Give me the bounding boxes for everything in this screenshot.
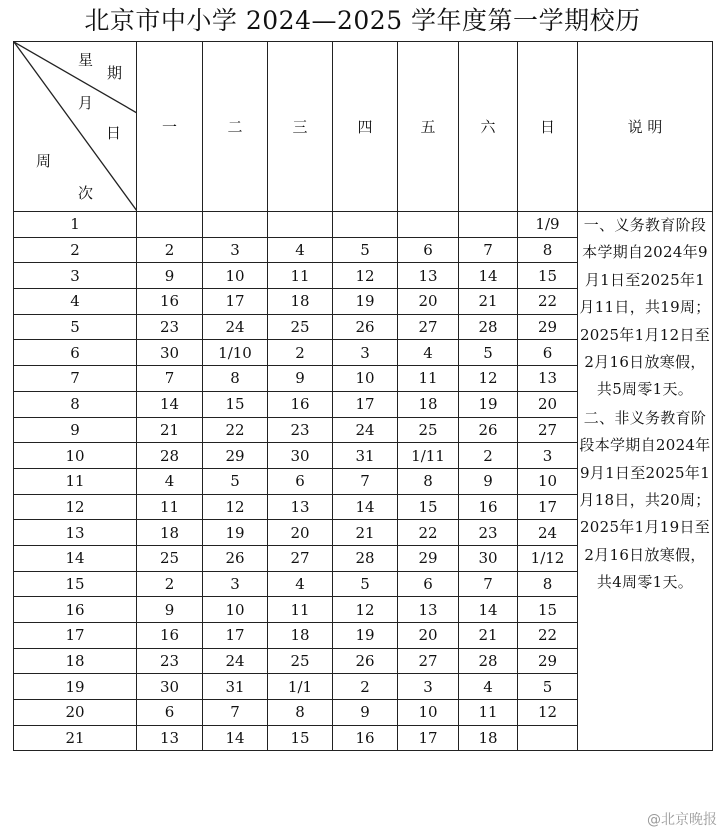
date-cell-sat: 30	[459, 545, 518, 571]
date-cell-fri: 13	[398, 263, 459, 289]
date-cell-sun: 29	[518, 648, 578, 674]
date-cell-mon: 2	[137, 571, 203, 597]
date-cell-sun: 29	[518, 314, 578, 340]
notes-header: 说 明	[578, 42, 713, 212]
date-cell-tue: 3	[203, 571, 268, 597]
weekday-header-mon: 一	[137, 42, 203, 212]
note-paragraph: 一、义务教育阶段本学期自2024年9月1日至2025年1月11日，共19周；2025年1月12日至2月16日放寒假，共5周零1天。	[579, 216, 711, 399]
date-cell-sat	[459, 212, 518, 238]
date-cell-fri: 8	[398, 468, 459, 494]
date-cell-wed: 15	[268, 725, 333, 751]
date-cell-wed: 30	[268, 443, 333, 469]
date-cell-mon: 28	[137, 443, 203, 469]
date-cell-sat: 21	[459, 289, 518, 315]
date-cell-sun: 5	[518, 674, 578, 700]
calendar-body	[14, 212, 713, 751]
date-cell-tue: 29	[203, 443, 268, 469]
date-cell-sat: 12	[459, 366, 518, 392]
corner-header-cell	[14, 42, 137, 212]
week-number-cell: 5	[14, 314, 137, 340]
date-cell-fri: 6	[398, 571, 459, 597]
date-cell-thu: 3	[333, 340, 398, 366]
week-number-cell: 21	[14, 725, 137, 751]
date-cell-tue: 22	[203, 417, 268, 443]
date-cell-mon: 9	[137, 597, 203, 623]
date-cell-mon: 16	[137, 623, 203, 649]
corner-label-ci: 次	[78, 184, 94, 202]
date-cell-thu: 16	[333, 725, 398, 751]
date-cell-fri: 20	[398, 289, 459, 315]
date-cell-tue: 10	[203, 597, 268, 623]
date-cell-mon: 16	[137, 289, 203, 315]
date-cell-thu: 28	[333, 545, 398, 571]
date-cell-tue: 10	[203, 263, 268, 289]
date-cell-tue: 12	[203, 494, 268, 520]
date-cell-wed: 13	[268, 494, 333, 520]
weekday-header-sat: 六	[459, 42, 518, 212]
date-cell-tue: 24	[203, 314, 268, 340]
corner-label-yue: 月	[78, 94, 94, 112]
date-cell-wed: 8	[268, 700, 333, 726]
date-cell-thu: 10	[333, 366, 398, 392]
date-cell-thu: 26	[333, 648, 398, 674]
date-cell-fri: 18	[398, 391, 459, 417]
date-cell-sun: 8	[518, 237, 578, 263]
date-cell-fri: 27	[398, 314, 459, 340]
date-cell-fri: 1/11	[398, 443, 459, 469]
week-number-cell: 4	[14, 289, 137, 315]
date-cell-tue: 3	[203, 237, 268, 263]
date-cell-fri: 11	[398, 366, 459, 392]
week-number-cell: 16	[14, 597, 137, 623]
date-cell-sun: 20	[518, 391, 578, 417]
date-cell-mon: 25	[137, 545, 203, 571]
date-cell-wed: 16	[268, 391, 333, 417]
date-cell-sun: 1/12	[518, 545, 578, 571]
date-cell-sun: 13	[518, 366, 578, 392]
date-cell-thu: 19	[333, 623, 398, 649]
week-number-cell: 3	[14, 263, 137, 289]
date-cell-mon: 6	[137, 700, 203, 726]
page-title: 北京市中小学 2024—2025 学年度第一学期校历	[84, 6, 641, 35]
date-cell-tue: 1/10	[203, 340, 268, 366]
date-cell-sat: 26	[459, 417, 518, 443]
date-cell-sun: 8	[518, 571, 578, 597]
date-cell-thu: 5	[333, 237, 398, 263]
week-number-cell: 2	[14, 237, 137, 263]
date-cell-thu: 24	[333, 417, 398, 443]
date-cell-wed: 27	[268, 545, 333, 571]
date-cell-thu: 7	[333, 468, 398, 494]
date-cell-tue: 15	[203, 391, 268, 417]
date-cell-tue: 7	[203, 700, 268, 726]
date-cell-fri	[398, 212, 459, 238]
date-cell-tue: 24	[203, 648, 268, 674]
corner-label-xing: 星	[78, 51, 94, 69]
date-cell-thu: 12	[333, 263, 398, 289]
weekday-header-wed: 三	[268, 42, 333, 212]
date-cell-sat: 14	[459, 263, 518, 289]
date-cell-sat: 11	[459, 700, 518, 726]
week-number-cell: 10	[14, 443, 137, 469]
date-cell-wed: 4	[268, 237, 333, 263]
header-row	[14, 42, 713, 212]
date-cell-tue: 17	[203, 289, 268, 315]
date-cell-mon: 14	[137, 391, 203, 417]
date-cell-sat: 28	[459, 314, 518, 340]
date-cell-wed: 20	[268, 520, 333, 546]
date-cell-fri: 4	[398, 340, 459, 366]
date-cell-mon: 21	[137, 417, 203, 443]
date-cell-thu: 2	[333, 674, 398, 700]
date-cell-fri: 13	[398, 597, 459, 623]
date-cell-sun: 3	[518, 443, 578, 469]
week-number-cell: 13	[14, 520, 137, 546]
watermark: @北京晚报	[647, 812, 717, 828]
week-number-cell: 7	[14, 366, 137, 392]
date-cell-wed: 11	[268, 263, 333, 289]
date-cell-thu: 9	[333, 700, 398, 726]
note-paragraph: 二、非义务教育阶段本学期自2024年9月1日至2025年1月18日，共20周；2025年1月19日至2月16日放寒假，共4周零1天。	[579, 408, 711, 592]
date-cell-wed: 25	[268, 648, 333, 674]
date-cell-sat: 19	[459, 391, 518, 417]
date-cell-thu: 5	[333, 571, 398, 597]
date-cell-thu: 14	[333, 494, 398, 520]
week-number-cell: 6	[14, 340, 137, 366]
corner-label-ri: 日	[106, 124, 122, 142]
date-cell-wed: 6	[268, 468, 333, 494]
week-number-cell: 14	[14, 545, 137, 571]
date-cell-mon: 18	[137, 520, 203, 546]
date-cell-tue: 5	[203, 468, 268, 494]
date-cell-fri: 10	[398, 700, 459, 726]
date-cell-thu	[333, 212, 398, 238]
school-calendar-table	[13, 41, 713, 751]
date-cell-sun: 22	[518, 289, 578, 315]
week-number-cell: 18	[14, 648, 137, 674]
date-cell-sun: 10	[518, 468, 578, 494]
date-cell-tue: 17	[203, 623, 268, 649]
week-number-cell: 17	[14, 623, 137, 649]
date-cell-wed: 18	[268, 623, 333, 649]
date-cell-wed: 9	[268, 366, 333, 392]
date-cell-sun: 17	[518, 494, 578, 520]
date-cell-mon: 2	[137, 237, 203, 263]
week-number-cell: 11	[14, 468, 137, 494]
date-cell-sat: 7	[459, 571, 518, 597]
date-cell-sun: 27	[518, 417, 578, 443]
weekday-header-thu: 四	[333, 42, 398, 212]
date-cell-sat: 18	[459, 725, 518, 751]
weekday-header-sun: 日	[518, 42, 578, 212]
date-cell-mon: 9	[137, 263, 203, 289]
date-cell-mon: 30	[137, 340, 203, 366]
date-cell-mon	[137, 212, 203, 238]
date-cell-sat: 5	[459, 340, 518, 366]
date-cell-sat: 21	[459, 623, 518, 649]
week-number-cell: 20	[14, 700, 137, 726]
date-cell-fri: 27	[398, 648, 459, 674]
week-number-cell: 8	[14, 391, 137, 417]
date-cell-wed	[268, 212, 333, 238]
date-cell-tue: 31	[203, 674, 268, 700]
date-cell-sat: 14	[459, 597, 518, 623]
date-cell-thu: 26	[333, 314, 398, 340]
date-cell-wed: 2	[268, 340, 333, 366]
date-cell-sun	[518, 725, 578, 751]
date-cell-mon: 11	[137, 494, 203, 520]
date-cell-sat: 23	[459, 520, 518, 546]
date-cell-fri: 25	[398, 417, 459, 443]
date-cell-sun: 15	[518, 597, 578, 623]
date-cell-tue	[203, 212, 268, 238]
date-cell-wed: 1/1	[268, 674, 333, 700]
date-cell-thu: 17	[333, 391, 398, 417]
date-cell-wed: 4	[268, 571, 333, 597]
date-cell-sat: 28	[459, 648, 518, 674]
date-cell-mon: 7	[137, 366, 203, 392]
date-cell-sun: 24	[518, 520, 578, 546]
date-cell-fri: 3	[398, 674, 459, 700]
date-cell-wed: 25	[268, 314, 333, 340]
date-cell-fri: 6	[398, 237, 459, 263]
date-cell-wed: 11	[268, 597, 333, 623]
weekday-header-fri: 五	[398, 42, 459, 212]
week-number-cell: 12	[14, 494, 137, 520]
date-cell-mon: 23	[137, 314, 203, 340]
date-cell-thu: 19	[333, 289, 398, 315]
date-cell-tue: 8	[203, 366, 268, 392]
date-cell-mon: 4	[137, 468, 203, 494]
notes-cell	[578, 212, 713, 751]
date-cell-fri: 22	[398, 520, 459, 546]
date-cell-sun: 6	[518, 340, 578, 366]
corner-label-qi: 期	[107, 64, 123, 82]
date-cell-fri: 15	[398, 494, 459, 520]
date-cell-fri: 20	[398, 623, 459, 649]
date-cell-sat: 4	[459, 674, 518, 700]
date-cell-sat: 16	[459, 494, 518, 520]
date-cell-mon: 23	[137, 648, 203, 674]
date-cell-thu: 31	[333, 443, 398, 469]
date-cell-sun: 22	[518, 623, 578, 649]
date-cell-mon: 13	[137, 725, 203, 751]
date-cell-sat: 2	[459, 443, 518, 469]
date-cell-sat: 9	[459, 468, 518, 494]
date-cell-thu: 21	[333, 520, 398, 546]
date-cell-wed: 18	[268, 289, 333, 315]
date-cell-tue: 26	[203, 545, 268, 571]
corner-label-zhou: 周	[36, 152, 52, 170]
week-number-cell: 1	[14, 212, 137, 238]
date-cell-tue: 14	[203, 725, 268, 751]
date-cell-thu: 12	[333, 597, 398, 623]
date-cell-sat: 7	[459, 237, 518, 263]
week-number-cell: 19	[14, 674, 137, 700]
date-cell-tue: 19	[203, 520, 268, 546]
date-cell-sun: 12	[518, 700, 578, 726]
week-number-cell: 9	[14, 417, 137, 443]
date-cell-mon: 30	[137, 674, 203, 700]
date-cell-sun: 15	[518, 263, 578, 289]
date-cell-fri: 29	[398, 545, 459, 571]
date-cell-wed: 23	[268, 417, 333, 443]
week-number-cell: 15	[14, 571, 137, 597]
weekday-header-tue: 二	[203, 42, 268, 212]
table-row	[14, 212, 713, 238]
date-cell-fri: 17	[398, 725, 459, 751]
date-cell-sun: 1/9	[518, 212, 578, 238]
